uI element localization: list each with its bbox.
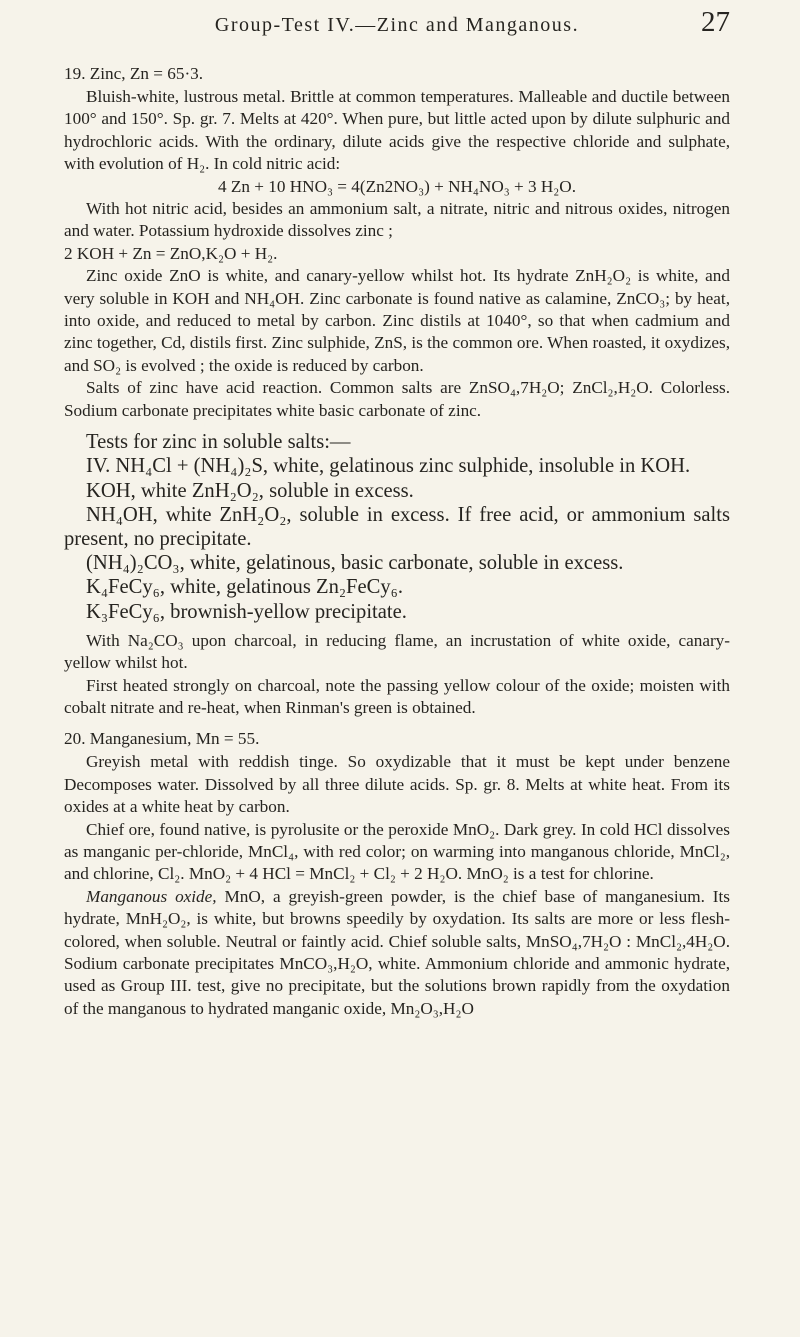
running-title: Group-Test IV.—Zinc and Manganous. bbox=[214, 14, 580, 36]
running-header bbox=[64, 6, 730, 50]
zinc-test-item: KOH, white ZnH₂O₂, soluble in excess. bbox=[86, 479, 414, 502]
zinc-test-item: IV. NH₄Cl + (NH₄)₂S, white, gelatinous zinc sulphide, insoluble in KOH. bbox=[86, 455, 691, 478]
zinc-charcoal-test: With Na₂CO₃ upon charcoal, in reducing flame, an incrustation of white oxide, canary-yellow whilst hot. bbox=[64, 630, 730, 673]
manganous-oxide-paragraph bbox=[64, 886, 730, 1020]
zinc-nitric-equation: 4 Zn + 10 HNO₃ = 4(Zn2NO₃) + NH₄NO₃ + 3 H₂O. bbox=[217, 176, 577, 196]
manganese-description: Greyish metal with reddish tinge. So oxydizable that it must be kept under benzene Decomposes water. Dissolved by all three dilute acids. Sp. gr. 8. Melts at white heat. From its oxides at a white heat by carbon. bbox=[64, 752, 730, 817]
section-heading-manganese: 20. Manganesium, Mn = 55. bbox=[64, 729, 260, 749]
manganous-oxide-text: MnO, a greyish-green powder, is the chief base of manganesium. Its hydrate, MnH₂O₂, is white, but browns speedily by oxydation. Its salts are more or less flesh-colored, when soluble. Neutral or faintly acid. Chief soluble salts, MnSO₄,7H₂O : MnCl₂,4H₂O. Sodium carbonate precipitates MnCO₃,H₂O, white. Ammonium chloride and ammonic hydrate, used as Group III. test, give no precipitate, but the solutions brown rapidly from the oxydation of the manganous to hydrated manganic oxide, Mn₂O₃,H₂O bbox=[64, 886, 730, 1018]
page-body bbox=[64, 62, 730, 1020]
zinc-salts-paragraph: Salts of zinc have acid reaction. Common salts are ZnSO₄,7H₂O; ZnCl₂,H₂O. Colorless. Sodium carbonate precipitates white basic carbonate of zinc. bbox=[64, 378, 730, 420]
zinc-test-item: NH₄OH, white ZnH₂O₂, soluble in excess. If free acid, or ammonium salts present, no precipitate. bbox=[64, 503, 730, 550]
page-number: 27 bbox=[701, 6, 730, 38]
manganous-oxide-label: Manganous oxide, bbox=[86, 886, 217, 906]
zinc-test-item: K₄FeCy₆, white, gelatinous Zn₂FeCy₆. bbox=[86, 576, 404, 599]
zinc-koh-equation: 2 KOH + Zn = ZnO,K₂O + H₂. bbox=[64, 243, 278, 263]
zinc-tests-heading: Tests for zinc in soluble salts:— bbox=[86, 431, 351, 454]
zinc-test-item: K₃FeCy₆, brownish-yellow precipitate. bbox=[86, 600, 407, 623]
zinc-description: Bluish-white, lustrous metal. Brittle at common temperatures. Malleable and ductile between 100° and 150°. Sp. gr. 7. Melts at 420°. When pure, but little acted upon by dilute sulphuric and hydrochloric acids. With the ordinary, dilute acids give the respective chloride and sulphate, with evolution of H₂. In cold nitric acid: bbox=[64, 87, 730, 174]
zinc-test-item: (NH₄)₂CO₃, white, gelatinous, basic carbonate, soluble in excess. bbox=[86, 552, 624, 575]
zinc-oxide-paragraph: Zinc oxide ZnO is white, and canary-yellow whilst hot. Its hydrate ZnH₂O₂ is white, and very soluble in KOH and NH₄OH. Zinc carbonate is found native as calamine, ZnCO₃; by heat, into oxide, and reduced to metal by carbon. Zinc distils at 1040°, so that when cadmium and zinc together, Cd, distils first. Zinc sulphide, ZnS, is the common ore. When roasted, it oxydizes, and SO₂ is evolved ; the oxide is reduced by carbon. bbox=[64, 266, 730, 375]
zinc-rinman-test: First heated strongly on charcoal, note the passing yellow colour of the oxide; moisten with cobalt nitrate and re-heat, when Rinman's green is obtained. bbox=[64, 675, 730, 717]
zinc-hot-nitric-text: With hot nitric acid, besides an ammonium salt, a nitrate, nitric and nitrous oxides, nitrogen and water. Potassium hydroxide dissolves zinc ; bbox=[64, 199, 730, 241]
section-heading-zinc: 19. Zinc, Zn = 65·3. bbox=[64, 64, 204, 83]
manganese-ore-paragraph: Chief ore, found native, is pyrolusite or the peroxide MnO₂. Dark grey. In cold HCl dissolves as manganic per-chloride, MnCl₄, with red color; on warming into manganous chloride, MnCl₂, and chlorine, Cl₂. MnO₂ + 4 HCl = MnCl₂ + Cl₂ + 2 H₂O. MnO₂ is a test for chlorine. bbox=[64, 819, 730, 884]
